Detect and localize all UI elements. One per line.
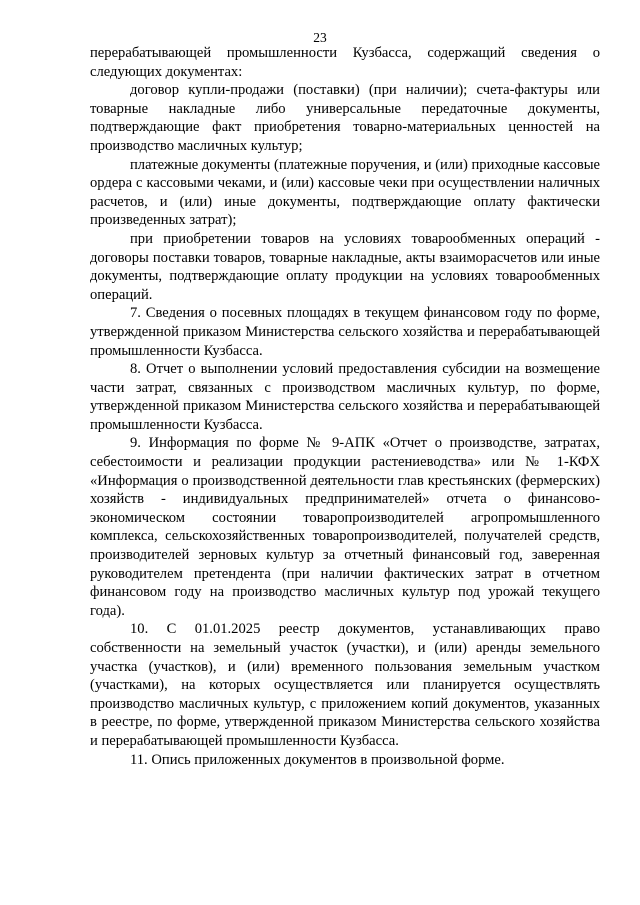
paragraph-purchase-contract: договор купли-продажи (поставки) (при наличии); счета-фактуры или товарные накладные либо универсальные передаточные документы, подтверждающие факт приобретения товарно-материальных ценностей на производство масличных культур;: [90, 82, 600, 154]
paragraph-item-9: 9. Информация по форме № 9-АПК «Отчет о производстве, затратах, себестоимости и реализации продукции растениеводства» или № 1-КФХ «Информация о производственной деятельности глав крестьянских (фермерских) хозяйств - индивидуальных предпринимателей» отчета о финансово-экономическом состоянии товаропроизводителей агропромышленного комплекса, сельскохозяйственных товаропроизводителей, получателей средств, производителей зерновых культур за отчетный финансовый год, заверенная руководителем претендента (при наличии фактических затрат в отчетном финансовом году на производство масличных культур под урожай текущего года).: [90, 435, 600, 619]
paragraph-barter-operations: при приобретении товаров на условиях товарообменных операций - договоры поставки товаров, товарные накладные, акты взаиморасчетов или иные документы, подтверждающие оплату продукции на условиях товарообменных операций.: [90, 230, 600, 303]
paragraph-continuation: перерабатывающей промышленности Кузбасса, содержащий сведения о следующих документах:: [90, 45, 600, 80]
paragraph-payment-documents: платежные документы (платежные поручения, и (или) приходные кассовые ордера с кассовыми чеками, и (или) кассовые чеки при осуществлении наличных расчетов, и (или) иные документы, подтверждающие оплату фактически произведенных затрат);: [90, 156, 600, 229]
body-text: [90, 44, 600, 769]
paragraph-item-8: 8. Отчет о выполнении условий предоставления субсидии на возмещение части затрат, связанных с производством масличных культур, по форме, утвержденной приказом Министерства сельского хозяйства и перерабатывающей промышленности Кузбасса.: [90, 361, 600, 433]
page-number: 23: [313, 30, 327, 45]
paragraph-item-11: 11. Опись приложенных документов в произвольной форме.: [130, 751, 505, 768]
paragraph-item-7: 7. Сведения о посевных площадях в текущем финансовом году по форме, утвержденной приказом Министерства сельского хозяйства и перерабатывающей промышленности Кузбасса.: [90, 305, 600, 359]
paragraph-item-10: 10. С 01.01.2025 реестр документов, устанавливающих право собственности на земельный участок (участки), и (или) аренды земельного участка (участков), и (или) временного пользования земельным участком (участками), на которых осуществляется или планируется осуществлять производство масличных культур, с приложением копий документов, указанных в реестре, по форме, утвержденной приказом Министерства сельского хозяйства и перерабатывающей промышленности Кузбасса.: [90, 621, 600, 749]
